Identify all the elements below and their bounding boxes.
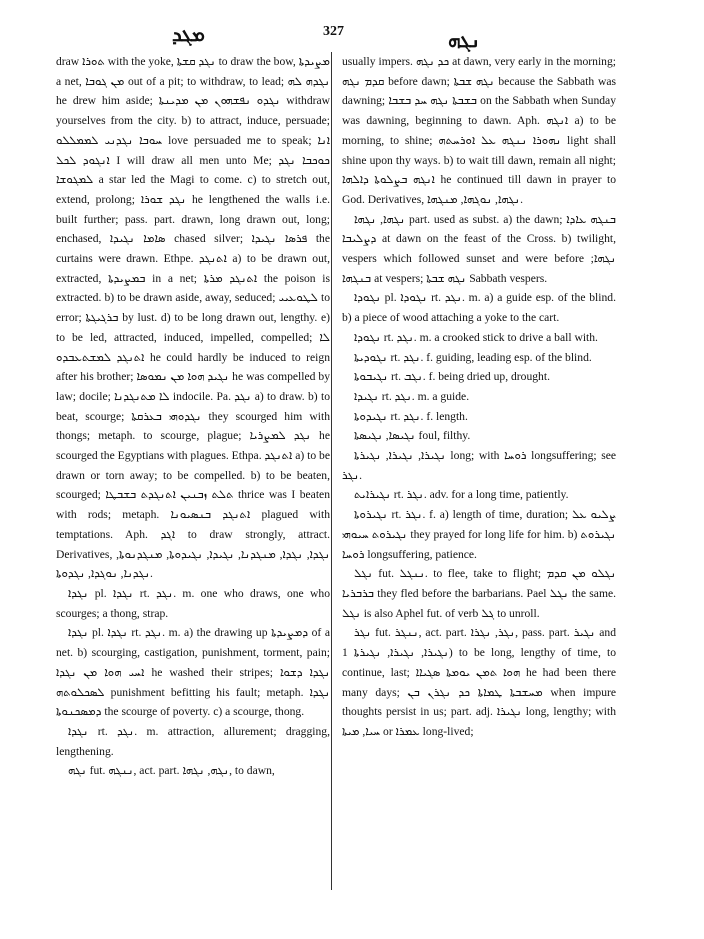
column-divider <box>331 52 332 890</box>
right-column <box>342 52 616 742</box>
entry-left-4: ܢܓܗ fut. ܢܢܓܗ, act. part. ܢܓܗ, ܢܓܗܐ, to dawn, <box>68 764 275 778</box>
entry-right-2: ܢܓܘܕܐ pl. ܢܓܘܕܐ rt. ܢܓܕ. m. a) a guide esp. of the blind. b) a piece of wood attaching a yoke to the cart. <box>342 291 616 325</box>
entry-left-3: ܢܓܕܐ rt. ܢܓܕ. m. attraction, allurement; dragging, lengthening. <box>56 724 330 758</box>
entry-right-11: ܢܓܝܪܘܬܐ rt. ܢܓܪ. f. a) length of time, duration; ܨܠܝܘ ܥܠ ܢܓܝܪܘܬ ܚܝܘܗܝ they prayed for long life for him. b) ܢܓܝܪܘܬ ܪܘܚܐ longsuffering, patience. <box>342 508 617 561</box>
entry-left-2: ܢܓܕܐ pl. ܢܓܕܐ rt. ܢܓܕ. m. a) the drawing up ܕܡܨܝܕܬܐ of a net. b) scourging, castigation, punishment, torment, pain; ܐܚܝ ܗܘܐ ܡܢ ܢܓܕܐ he washed their stripes; ܢܓܕܐ ܕܫܘܐ ܠܣܟܠܘܬܗ punishment befitting his fault; metaph. ܢܓܕܐ ܕܡܣܟܢܘܬܐ the scourge of poverty. c) a scourge, thong. <box>56 626 330 719</box>
entry-right-8: ܢܓܝܣܐ, ܢܓܝܣܬܐ foul, filthy. <box>354 429 471 443</box>
entry-right-9: ܢܓܝܪܐ, ܢܓܝܪܐ, ܢܓܝܪܬܐ long; with ܪܘܚܐ longsuffering; see ܢܓܪ. <box>342 449 617 482</box>
entry-left-0: draw ܬܘܪܐ with the yoke, ܢܓܕ ܩܫܬܐ to draw the bow, ܡܨܝܕܬܐ a net, ܡܢ ܓܘܒܐ out of a pit; to withdraw, to lead; ܢܓܕܗ ܠܗ he drew him aside; ܢܓܕܘ ܢܦܫܗܘܢ ܡܢ ܡܕܝܢܬܐ withdraw yourselves from the city. b) to attract, induce, persuade; ܚܘܒܐ ܢܓܕܢܝ ܠܡܡܠܠܘ love persuaded me to speak; ܐܢܐ ܐܢܓܘܕ ܠܟܠ I will draw all men unto Me; ܟܘܟܒܐ ܢܓܕ ܠܡܓܘܫܐ a star led the Magi to come. c) to stretch out, extend, prolong; ܢܓܕ ܫܘܪܐ he lengthened the walls i.e. built further; pass. part. drawn, long drawn out, long; enchased, ܣܐܡܐ ܢܓܝܕܐ chased silver; ܦܪܣܐ ܢܓܝܕܐ the curtains were drawn. Ethpe. ܐܬܢܓܕ a) to be drawn out, extracted, ܒܡܨܝܕܬܐ in a net; ܐܬܢܓܕ ܡܪܬܐ the poison is extracted. b) to be drawn aside, away, seduced; ܠܛܘܥܝܝ to error; ܒܪܓܝܓܬܐ by lust. d) to be long drawn out, lengthy. e) to be led, attracted, induced, impelled, compelled; ܠܐ ܐܬܢܓܕ ܠܡܫܬܥܒܕܘ he could hardly be induced to reign after his brother; ܢܓܝܕ ܗܘܐ ܡܢ ܢܡܘܣܐ he was compelled by law; docile; ܠܐ ܡܬܢܓܕܢܐ indocile. Pa. ܢܓܕ a) to draw. b) to beat, scourge; ܢܓܕܘܗܝ ܒܥܪܩܬܐ they scourged him with thongs; metaph. to scourge, plague; ܢܓܕ ܠܡܨܪܝܐ he scourged the Egyptians with plagues. Ethpa. ܐܬܢܓܕ a) to be drawn or torn away; to be compelled. b) to be beaten, scourged; ܬܠܬ ܙܒܢܝܢ ܐܬܢܓܕܬ ܒܫܒܛܐ thrice was I beaten with rods; metaph. ܐܬܢܓܕ ܒܢܣܝܘܢܐ plagued with temptations. Aph. ܐܓܕ to draw strongly, attract. Derivatives, ܢܓܕܐ, ܢܓܕܐ, ܡܢܓܕܢܐ, ܢܓܝܕܐ, ܢܓܝܕܘܬܐ, ܡܢܓܕܢܘܬܐ, ܢܓܕܢܐ, ܢܘܓܕܐ, ܢܓܕܘܬܐ. <box>56 55 331 581</box>
entry-right-3: ܢܓܘܕܐ rt. ܢܓܕ. m. a crooked stick to drive a ball with. <box>354 330 598 344</box>
entry-right-4: ܢܓܘܕܝܬܐ rt. ܢܓܕ. f. guiding, leading esp. of the blind. <box>354 350 592 364</box>
header-right-word: ܢܓܗ <box>448 28 481 52</box>
entry-left-1: ܢܓܕܐ pl. ܢܓܕܐ rt. ܢܓܕ. m. one who draws, one who scourges; a thong, strap. <box>56 586 331 620</box>
left-column <box>56 52 330 781</box>
entry-right-1: ܢܓܗܐ, ܢܓܗܐ part. used as subst. a) the dawn; ܒܢܓܗ ܥܐܕܐ ܕܨܠܝܒܐ at dawn on the feast of the Cross. b) twilight, vespers which followed sunset and were before ܢܓܗܐ; ܒܢܓܗܐ at vespers; ܢܓܗ ܫܒܬܐ Sabbath vespers. <box>342 212 616 285</box>
entry-right-10: ܢܓܝܪܐܝܬ rt. ܢܓܪ. adv. for a long time, patiently. <box>354 488 569 502</box>
page-number: 327 <box>323 24 344 39</box>
entry-right-0: usually impers. ܟܕ ܢܓܗ at dawn, very early in the morning; ܩܕܡ ܢܓܗ before dawn; ܢܓܗ ܫܒܬܐ because the Sabbath was dawning; ܒܫܒܬܐ ܢܓܗ ܚܕ ܒܫܒܐ on the Sabbath when Sunday was dawning, beginning to dawn. Aph. ܐܢܓܗ a) to be morning, to shine; ܢܗܘܪܐ ܢܢܓܗ ܥܠ ܐܘܪܚܬܗ light shall shine upon thy ways. b) to wait till dawn, remain all night; ܐܢܓܗ ܒܨܠܘܬܐ ܕܐܠܗܐ he continued till dawn in prayer to God. Derivatives, ܢܓܗܐ, ܢܘܓܗܐ, ܡܢܓܗܐ. <box>342 55 617 206</box>
entry-right-13: ܢܓܪ fut. ܢܢܓܪ, act. part. ܢܓܪ, ܢܓܪܐ, pass. part. ܢܓܝܪ and ܢܓܝܪܐ, ܢܓܝܪܐ, ܢܓܝܪܬܐ 1) to be long, lengthy of time, to continue, last; ܗܘܐ ܬܡܢ ܝܘܡܬܐ ܣܓܝܐܐ he had been there many days; ܡܚܫܒܬܐ ܛܡܐܬܐ ܟܕ ܢܓܪܢ ܒܢ when impure thoughts persist in us; part. adj. ܢܓܝܪܐ long, lengthy; with ܚܝܐ, ܡܝܬܐ or ܥܡܪܐ long-lived; <box>342 626 616 738</box>
entry-right-12: ܢܓܠ fut. ܢܢܓܠ. to flee, take to flight; ܢܓܠܘ ܡܢ ܩܕܡ ܒܪܒܪܝܐ they fled before the barbarians. Pael ܢܓܠ the same. ܢܓܠ is also Aphel fut. of verb ܓܠ to unroll. <box>342 567 617 620</box>
header-left-word: ܡܓܕ <box>172 22 205 46</box>
entry-right-6: ܢܓܝܕܐ rt. ܢܓܕ. m. a guide. <box>354 389 470 403</box>
entry-right-5: ܢܓܝܒܘܬܐ rt. ܢܓܒ. f. being dried up, drought. <box>354 370 550 384</box>
entry-right-7: ܢܓܝܕܘܬܐ rt. ܢܓܕ. f. length. <box>354 409 468 423</box>
